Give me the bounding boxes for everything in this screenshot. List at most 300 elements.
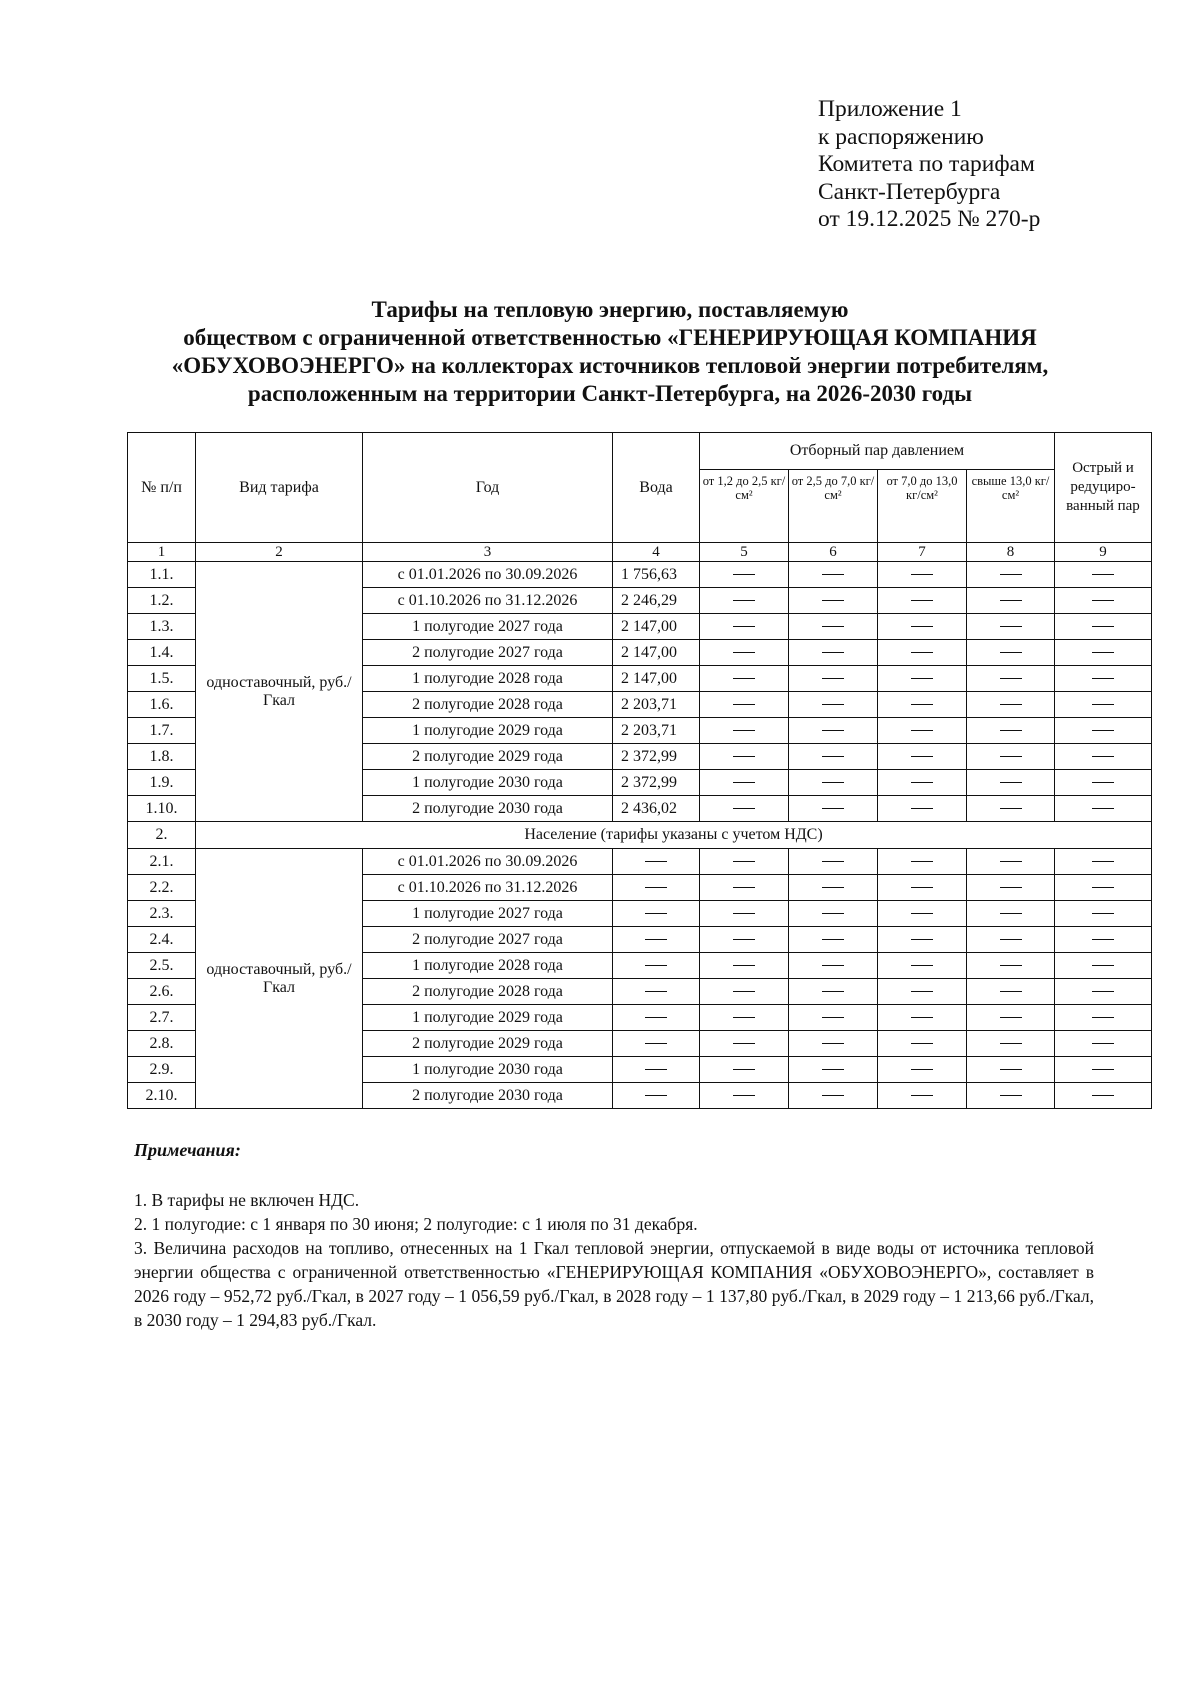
- dash-mark: [822, 782, 844, 783]
- dash-mark: [733, 704, 755, 705]
- dash-mark: [822, 1069, 844, 1070]
- empty-value-cell: [789, 614, 878, 640]
- empty-value-cell: [967, 979, 1055, 1005]
- dash-mark: [822, 730, 844, 731]
- empty-value-cell: [967, 744, 1055, 770]
- dash-mark: [1092, 652, 1114, 653]
- empty-value-cell: [789, 744, 878, 770]
- dash-mark: [1092, 887, 1114, 888]
- empty-value-cell: [700, 979, 789, 1005]
- dash-mark: [1092, 730, 1114, 731]
- period-cell: с 01.10.2026 по 31.12.2026: [363, 588, 613, 614]
- water-value: 2 436,02: [613, 796, 700, 822]
- empty-value-cell: [878, 1057, 967, 1083]
- empty-value-cell: [789, 979, 878, 1005]
- period-cell: 1 полугодие 2030 года: [363, 770, 613, 796]
- empty-value-cell: [878, 875, 967, 901]
- empty-value-cell: [613, 1083, 700, 1109]
- dash-mark: [733, 1017, 755, 1018]
- empty-value-cell: [789, 901, 878, 927]
- empty-value-cell: [967, 953, 1055, 979]
- empty-value-cell: [613, 1057, 700, 1083]
- empty-value-cell: [613, 927, 700, 953]
- appendix-line: Комитета по тарифам: [818, 151, 1035, 177]
- dash-mark: [1000, 1043, 1022, 1044]
- empty-value-cell: [789, 588, 878, 614]
- dash-mark: [911, 991, 933, 992]
- dash-mark: [1000, 756, 1022, 757]
- empty-value-cell: [1055, 770, 1152, 796]
- header-num: № п/п: [128, 433, 196, 543]
- empty-value-cell: [613, 1031, 700, 1057]
- dash-mark: [911, 574, 933, 575]
- empty-value-cell: [967, 718, 1055, 744]
- empty-value-cell: [700, 666, 789, 692]
- empty-value-cell: [613, 875, 700, 901]
- dash-mark: [1000, 574, 1022, 575]
- row-number: 1.1.: [128, 562, 196, 588]
- dash-mark: [645, 1017, 667, 1018]
- row-number: 1.5.: [128, 666, 196, 692]
- dash-mark: [733, 1095, 755, 1096]
- empty-value-cell: [967, 1057, 1055, 1083]
- dash-mark: [1000, 939, 1022, 940]
- dash-mark: [1092, 574, 1114, 575]
- column-number: 5: [700, 543, 789, 562]
- row-number: 2.5.: [128, 953, 196, 979]
- empty-value-cell: [967, 562, 1055, 588]
- dash-mark: [1000, 861, 1022, 862]
- empty-value-cell: [789, 770, 878, 796]
- dash-mark: [822, 1043, 844, 1044]
- row-number: 1.6.: [128, 692, 196, 718]
- title-line: «ОБУХОВОЭНЕРГО» на коллекторах источников тепловой энергии потребителям,: [171, 353, 1049, 378]
- empty-value-cell: [878, 953, 967, 979]
- note-item: 1. В тарифы не включен НДС.: [134, 1190, 360, 1210]
- period-cell: с 01.10.2026 по 31.12.2026: [363, 875, 613, 901]
- column-number: 9: [1055, 543, 1152, 562]
- dash-mark: [822, 652, 844, 653]
- dash-mark: [645, 1069, 667, 1070]
- column-number: 6: [789, 543, 878, 562]
- column-number: 4: [613, 543, 700, 562]
- dash-mark: [1092, 861, 1114, 862]
- dash-mark: [645, 1043, 667, 1044]
- empty-value-cell: [700, 744, 789, 770]
- empty-value-cell: [1055, 849, 1152, 875]
- empty-value-cell: [1055, 796, 1152, 822]
- dash-mark: [1092, 600, 1114, 601]
- dash-mark: [911, 861, 933, 862]
- empty-value-cell: [700, 588, 789, 614]
- dash-mark: [1000, 730, 1022, 731]
- dash-mark: [1000, 808, 1022, 809]
- dash-mark: [733, 730, 755, 731]
- empty-value-cell: [700, 901, 789, 927]
- empty-value-cell: [613, 1005, 700, 1031]
- row-number: 1.9.: [128, 770, 196, 796]
- period-cell: 2 полугодие 2030 года: [363, 1083, 613, 1109]
- column-number: 8: [967, 543, 1055, 562]
- dash-mark: [1000, 652, 1022, 653]
- empty-value-cell: [1055, 979, 1152, 1005]
- header-year: Год: [363, 433, 613, 543]
- empty-value-cell: [700, 849, 789, 875]
- empty-value-cell: [613, 901, 700, 927]
- empty-value-cell: [1055, 614, 1152, 640]
- water-value: 2 147,00: [613, 640, 700, 666]
- dash-mark: [645, 913, 667, 914]
- section-row: [128, 822, 1152, 849]
- empty-value-cell: [700, 875, 789, 901]
- dash-mark: [822, 1095, 844, 1096]
- title-line: расположенным на территории Санкт-Петербурга, на 2026-2030 годы: [247, 381, 973, 406]
- empty-value-cell: [967, 1031, 1055, 1057]
- period-cell: 2 полугодие 2028 года: [363, 692, 613, 718]
- empty-value-cell: [878, 770, 967, 796]
- empty-value-cell: [613, 979, 700, 1005]
- period-cell: 1 полугодие 2030 года: [363, 1057, 613, 1083]
- empty-value-cell: [878, 640, 967, 666]
- row-number: 1.7.: [128, 718, 196, 744]
- dash-mark: [733, 965, 755, 966]
- dash-mark: [733, 1069, 755, 1070]
- dash-mark: [822, 861, 844, 862]
- water-value: 2 147,00: [613, 666, 700, 692]
- dash-mark: [822, 756, 844, 757]
- period-cell: 2 полугодие 2030 года: [363, 796, 613, 822]
- empty-value-cell: [613, 849, 700, 875]
- empty-value-cell: [1055, 718, 1152, 744]
- dash-mark: [733, 939, 755, 940]
- column-number: 1: [128, 543, 196, 562]
- empty-value-cell: [700, 692, 789, 718]
- row-number: 2.7.: [128, 1005, 196, 1031]
- row-number: 2.8.: [128, 1031, 196, 1057]
- empty-value-cell: [967, 692, 1055, 718]
- period-cell: 2 полугодие 2027 года: [363, 927, 613, 953]
- dash-mark: [911, 626, 933, 627]
- period-cell: 2 полугодие 2028 года: [363, 979, 613, 1005]
- empty-value-cell: [789, 796, 878, 822]
- empty-value-cell: [700, 796, 789, 822]
- empty-value-cell: [878, 796, 967, 822]
- dash-mark: [1092, 782, 1114, 783]
- empty-value-cell: [1055, 927, 1152, 953]
- dash-mark: [733, 1043, 755, 1044]
- dash-mark: [911, 600, 933, 601]
- water-value: 2 203,71: [613, 692, 700, 718]
- empty-value-cell: [1055, 953, 1152, 979]
- row-number: 2.4.: [128, 927, 196, 953]
- empty-value-cell: [789, 927, 878, 953]
- dash-mark: [645, 939, 667, 940]
- document-title: [110, 296, 1110, 408]
- empty-value-cell: [700, 770, 789, 796]
- dash-mark: [1000, 782, 1022, 783]
- dash-mark: [733, 808, 755, 809]
- dash-mark: [911, 756, 933, 757]
- appendix-line: от 19.12.2025 № 270-р: [818, 206, 1041, 232]
- empty-value-cell: [789, 1057, 878, 1083]
- note-item: 2. 1 полугодие: с 1 января по 30 июня; 2 полугодие: с 1 июля по 31 декабря.: [134, 1214, 698, 1234]
- notes-title: Примечания:: [134, 1140, 241, 1160]
- header-water: Вода: [613, 433, 700, 543]
- empty-value-cell: [613, 953, 700, 979]
- header-tariff-type: Вид тарифа: [196, 433, 363, 543]
- dash-mark: [911, 939, 933, 940]
- empty-value-cell: [1055, 1083, 1152, 1109]
- empty-value-cell: [878, 979, 967, 1005]
- empty-value-cell: [789, 1083, 878, 1109]
- row-number: 1.3.: [128, 614, 196, 640]
- empty-value-cell: [878, 744, 967, 770]
- empty-value-cell: [700, 927, 789, 953]
- dash-mark: [1000, 965, 1022, 966]
- empty-value-cell: [789, 875, 878, 901]
- dash-mark: [911, 887, 933, 888]
- section-label: Население (тарифы указаны с учетом НДС): [196, 822, 1152, 849]
- period-cell: с 01.01.2026 по 30.09.2026: [363, 849, 613, 875]
- water-value: 1 756,63: [613, 562, 700, 588]
- dash-mark: [733, 600, 755, 601]
- dash-mark: [1000, 1017, 1022, 1018]
- dash-mark: [822, 939, 844, 940]
- water-value: 2 147,00: [613, 614, 700, 640]
- empty-value-cell: [789, 692, 878, 718]
- dash-mark: [1092, 991, 1114, 992]
- row-number: 2.6.: [128, 979, 196, 1005]
- dash-mark: [1000, 1069, 1022, 1070]
- empty-value-cell: [1055, 1031, 1152, 1057]
- empty-value-cell: [878, 666, 967, 692]
- empty-value-cell: [700, 562, 789, 588]
- dash-mark: [911, 1017, 933, 1018]
- empty-value-cell: [789, 953, 878, 979]
- empty-value-cell: [1055, 588, 1152, 614]
- appendix-header: [818, 96, 1040, 234]
- dash-mark: [822, 626, 844, 627]
- empty-value-cell: [700, 1005, 789, 1031]
- dash-mark: [733, 756, 755, 757]
- dash-mark: [822, 574, 844, 575]
- dash-mark: [733, 887, 755, 888]
- empty-value-cell: [878, 1083, 967, 1109]
- dash-mark: [1092, 678, 1114, 679]
- dash-mark: [733, 782, 755, 783]
- period-cell: 1 полугодие 2028 года: [363, 953, 613, 979]
- row-number: 1.10.: [128, 796, 196, 822]
- header-steam-col: от 1,2 до 2,5 кг/см²: [700, 470, 789, 543]
- dash-mark: [1092, 756, 1114, 757]
- row-number: 2.2.: [128, 875, 196, 901]
- empty-value-cell: [967, 796, 1055, 822]
- dash-mark: [911, 1043, 933, 1044]
- empty-value-cell: [967, 614, 1055, 640]
- empty-value-cell: [1055, 1057, 1152, 1083]
- dash-mark: [645, 1095, 667, 1096]
- empty-value-cell: [967, 1083, 1055, 1109]
- period-cell: 2 полугодие 2029 года: [363, 744, 613, 770]
- title-line: Тарифы на тепловую энергию, поставляемую: [371, 297, 849, 322]
- period-cell: 2 полугодие 2027 года: [363, 640, 613, 666]
- dash-mark: [1000, 678, 1022, 679]
- dash-mark: [733, 574, 755, 575]
- column-number: 2: [196, 543, 363, 562]
- dash-mark: [733, 626, 755, 627]
- empty-value-cell: [700, 1031, 789, 1057]
- tariff-table: [127, 432, 1152, 1109]
- empty-value-cell: [789, 640, 878, 666]
- dash-mark: [1092, 808, 1114, 809]
- empty-value-cell: [700, 1057, 789, 1083]
- dash-mark: [733, 678, 755, 679]
- empty-value-cell: [878, 849, 967, 875]
- empty-value-cell: [1055, 666, 1152, 692]
- dash-mark: [822, 887, 844, 888]
- dash-mark: [1000, 626, 1022, 627]
- note-item: 3. Величина расходов на топливо, отнесенных на 1 Гкал тепловой энергии, отпускаемой в виде воды от источника тепловой энергии общества с ограниченной ответственностью «ГЕНЕРИРУЮЩАЯ КОМПАНИЯ «ОБУХОВОЭНЕРГО», составляет в 2026 году – 952,72 руб./Гкал, в 2027 году – 1 056,59 руб./Гкал, в 2028 году – 1 137,80 руб./Гкал, в 2029 году – 1 213,66 руб./Гкал, в 2030 году – 1 294,83 руб./Гкал.: [134, 1238, 1094, 1330]
- empty-value-cell: [967, 640, 1055, 666]
- row-number: 1.8.: [128, 744, 196, 770]
- dash-mark: [733, 652, 755, 653]
- period-cell: 1 полугодие 2027 года: [363, 901, 613, 927]
- empty-value-cell: [967, 666, 1055, 692]
- empty-value-cell: [1055, 901, 1152, 927]
- dash-mark: [1000, 991, 1022, 992]
- dash-mark: [645, 887, 667, 888]
- period-cell: 1 полугодие 2027 года: [363, 614, 613, 640]
- notes: [134, 1188, 1094, 1332]
- period-cell: с 01.01.2026 по 30.09.2026: [363, 562, 613, 588]
- column-number: 3: [363, 543, 613, 562]
- empty-value-cell: [700, 953, 789, 979]
- dash-mark: [911, 678, 933, 679]
- empty-value-cell: [878, 692, 967, 718]
- header-steam-col: от 7,0 до 13,0 кг/см²: [878, 470, 967, 543]
- dash-mark: [645, 861, 667, 862]
- empty-value-cell: [789, 718, 878, 744]
- dash-mark: [1092, 1043, 1114, 1044]
- dash-mark: [822, 913, 844, 914]
- dash-mark: [645, 991, 667, 992]
- empty-value-cell: [789, 1005, 878, 1031]
- dash-mark: [822, 965, 844, 966]
- dash-mark: [822, 1017, 844, 1018]
- water-value: 2 246,29: [613, 588, 700, 614]
- dash-mark: [1092, 913, 1114, 914]
- empty-value-cell: [789, 666, 878, 692]
- empty-value-cell: [1055, 692, 1152, 718]
- table-row: [128, 562, 1152, 588]
- empty-value-cell: [878, 901, 967, 927]
- period-cell: 1 полугодие 2029 года: [363, 718, 613, 744]
- empty-value-cell: [1055, 640, 1152, 666]
- header-steam-col: свыше 13,0 кг/см²: [967, 470, 1055, 543]
- section-number: 2.: [128, 822, 196, 849]
- empty-value-cell: [700, 614, 789, 640]
- row-number: 2.1.: [128, 849, 196, 875]
- empty-value-cell: [967, 849, 1055, 875]
- period-cell: 2 полугодие 2029 года: [363, 1031, 613, 1057]
- dash-mark: [733, 913, 755, 914]
- water-value: 2 203,71: [613, 718, 700, 744]
- dash-mark: [911, 782, 933, 783]
- water-value: 2 372,99: [613, 770, 700, 796]
- empty-value-cell: [700, 1083, 789, 1109]
- dash-mark: [1092, 626, 1114, 627]
- dash-mark: [1092, 965, 1114, 966]
- empty-value-cell: [967, 770, 1055, 796]
- dash-mark: [911, 652, 933, 653]
- dash-mark: [822, 678, 844, 679]
- water-value: 2 372,99: [613, 744, 700, 770]
- dash-mark: [645, 965, 667, 966]
- dash-mark: [822, 808, 844, 809]
- dash-mark: [1092, 1095, 1114, 1096]
- dash-mark: [911, 730, 933, 731]
- empty-value-cell: [1055, 744, 1152, 770]
- empty-value-cell: [967, 901, 1055, 927]
- row-number: 2.3.: [128, 901, 196, 927]
- empty-value-cell: [967, 588, 1055, 614]
- tariff-type-cell: одноставочный, руб./Гкал: [196, 849, 363, 1109]
- dash-mark: [911, 704, 933, 705]
- dash-mark: [822, 991, 844, 992]
- empty-value-cell: [789, 849, 878, 875]
- empty-value-cell: [878, 1031, 967, 1057]
- dash-mark: [911, 965, 933, 966]
- dash-mark: [1092, 1069, 1114, 1070]
- header-steam-group: Отборный пар давлением: [700, 433, 1055, 470]
- empty-value-cell: [878, 614, 967, 640]
- dash-mark: [911, 1095, 933, 1096]
- header-sharp-steam: Острый и редуциро-ванный пар: [1055, 433, 1152, 543]
- dash-mark: [1000, 1095, 1022, 1096]
- empty-value-cell: [878, 927, 967, 953]
- empty-value-cell: [789, 1031, 878, 1057]
- appendix-line: Приложение 1: [818, 96, 962, 122]
- empty-value-cell: [878, 1005, 967, 1031]
- appendix-line: Санкт-Петербурга: [818, 178, 1001, 205]
- row-number: 1.2.: [128, 588, 196, 614]
- dash-mark: [1092, 1017, 1114, 1018]
- row-number: 1.4.: [128, 640, 196, 666]
- empty-value-cell: [878, 718, 967, 744]
- empty-value-cell: [789, 562, 878, 588]
- dash-mark: [911, 808, 933, 809]
- empty-value-cell: [967, 1005, 1055, 1031]
- empty-value-cell: [1055, 875, 1152, 901]
- empty-value-cell: [967, 875, 1055, 901]
- tariff-type-cell: одноставочный, руб./Гкал: [196, 562, 363, 822]
- empty-value-cell: [967, 927, 1055, 953]
- empty-value-cell: [878, 588, 967, 614]
- empty-value-cell: [878, 562, 967, 588]
- dash-mark: [1000, 600, 1022, 601]
- row-number: 2.10.: [128, 1083, 196, 1109]
- dash-mark: [1000, 704, 1022, 705]
- title-line: обществом с ограниченной ответственностью «ГЕНЕРИРУЮЩАЯ КОМПАНИЯ: [183, 325, 1037, 350]
- table-row: [128, 849, 1152, 875]
- header-steam-col: от 2,5 до 7,0 кг/см²: [789, 470, 878, 543]
- dash-mark: [1000, 887, 1022, 888]
- period-cell: 1 полугодие 2028 года: [363, 666, 613, 692]
- column-number: 7: [878, 543, 967, 562]
- dash-mark: [911, 913, 933, 914]
- dash-mark: [733, 991, 755, 992]
- row-number: 2.9.: [128, 1057, 196, 1083]
